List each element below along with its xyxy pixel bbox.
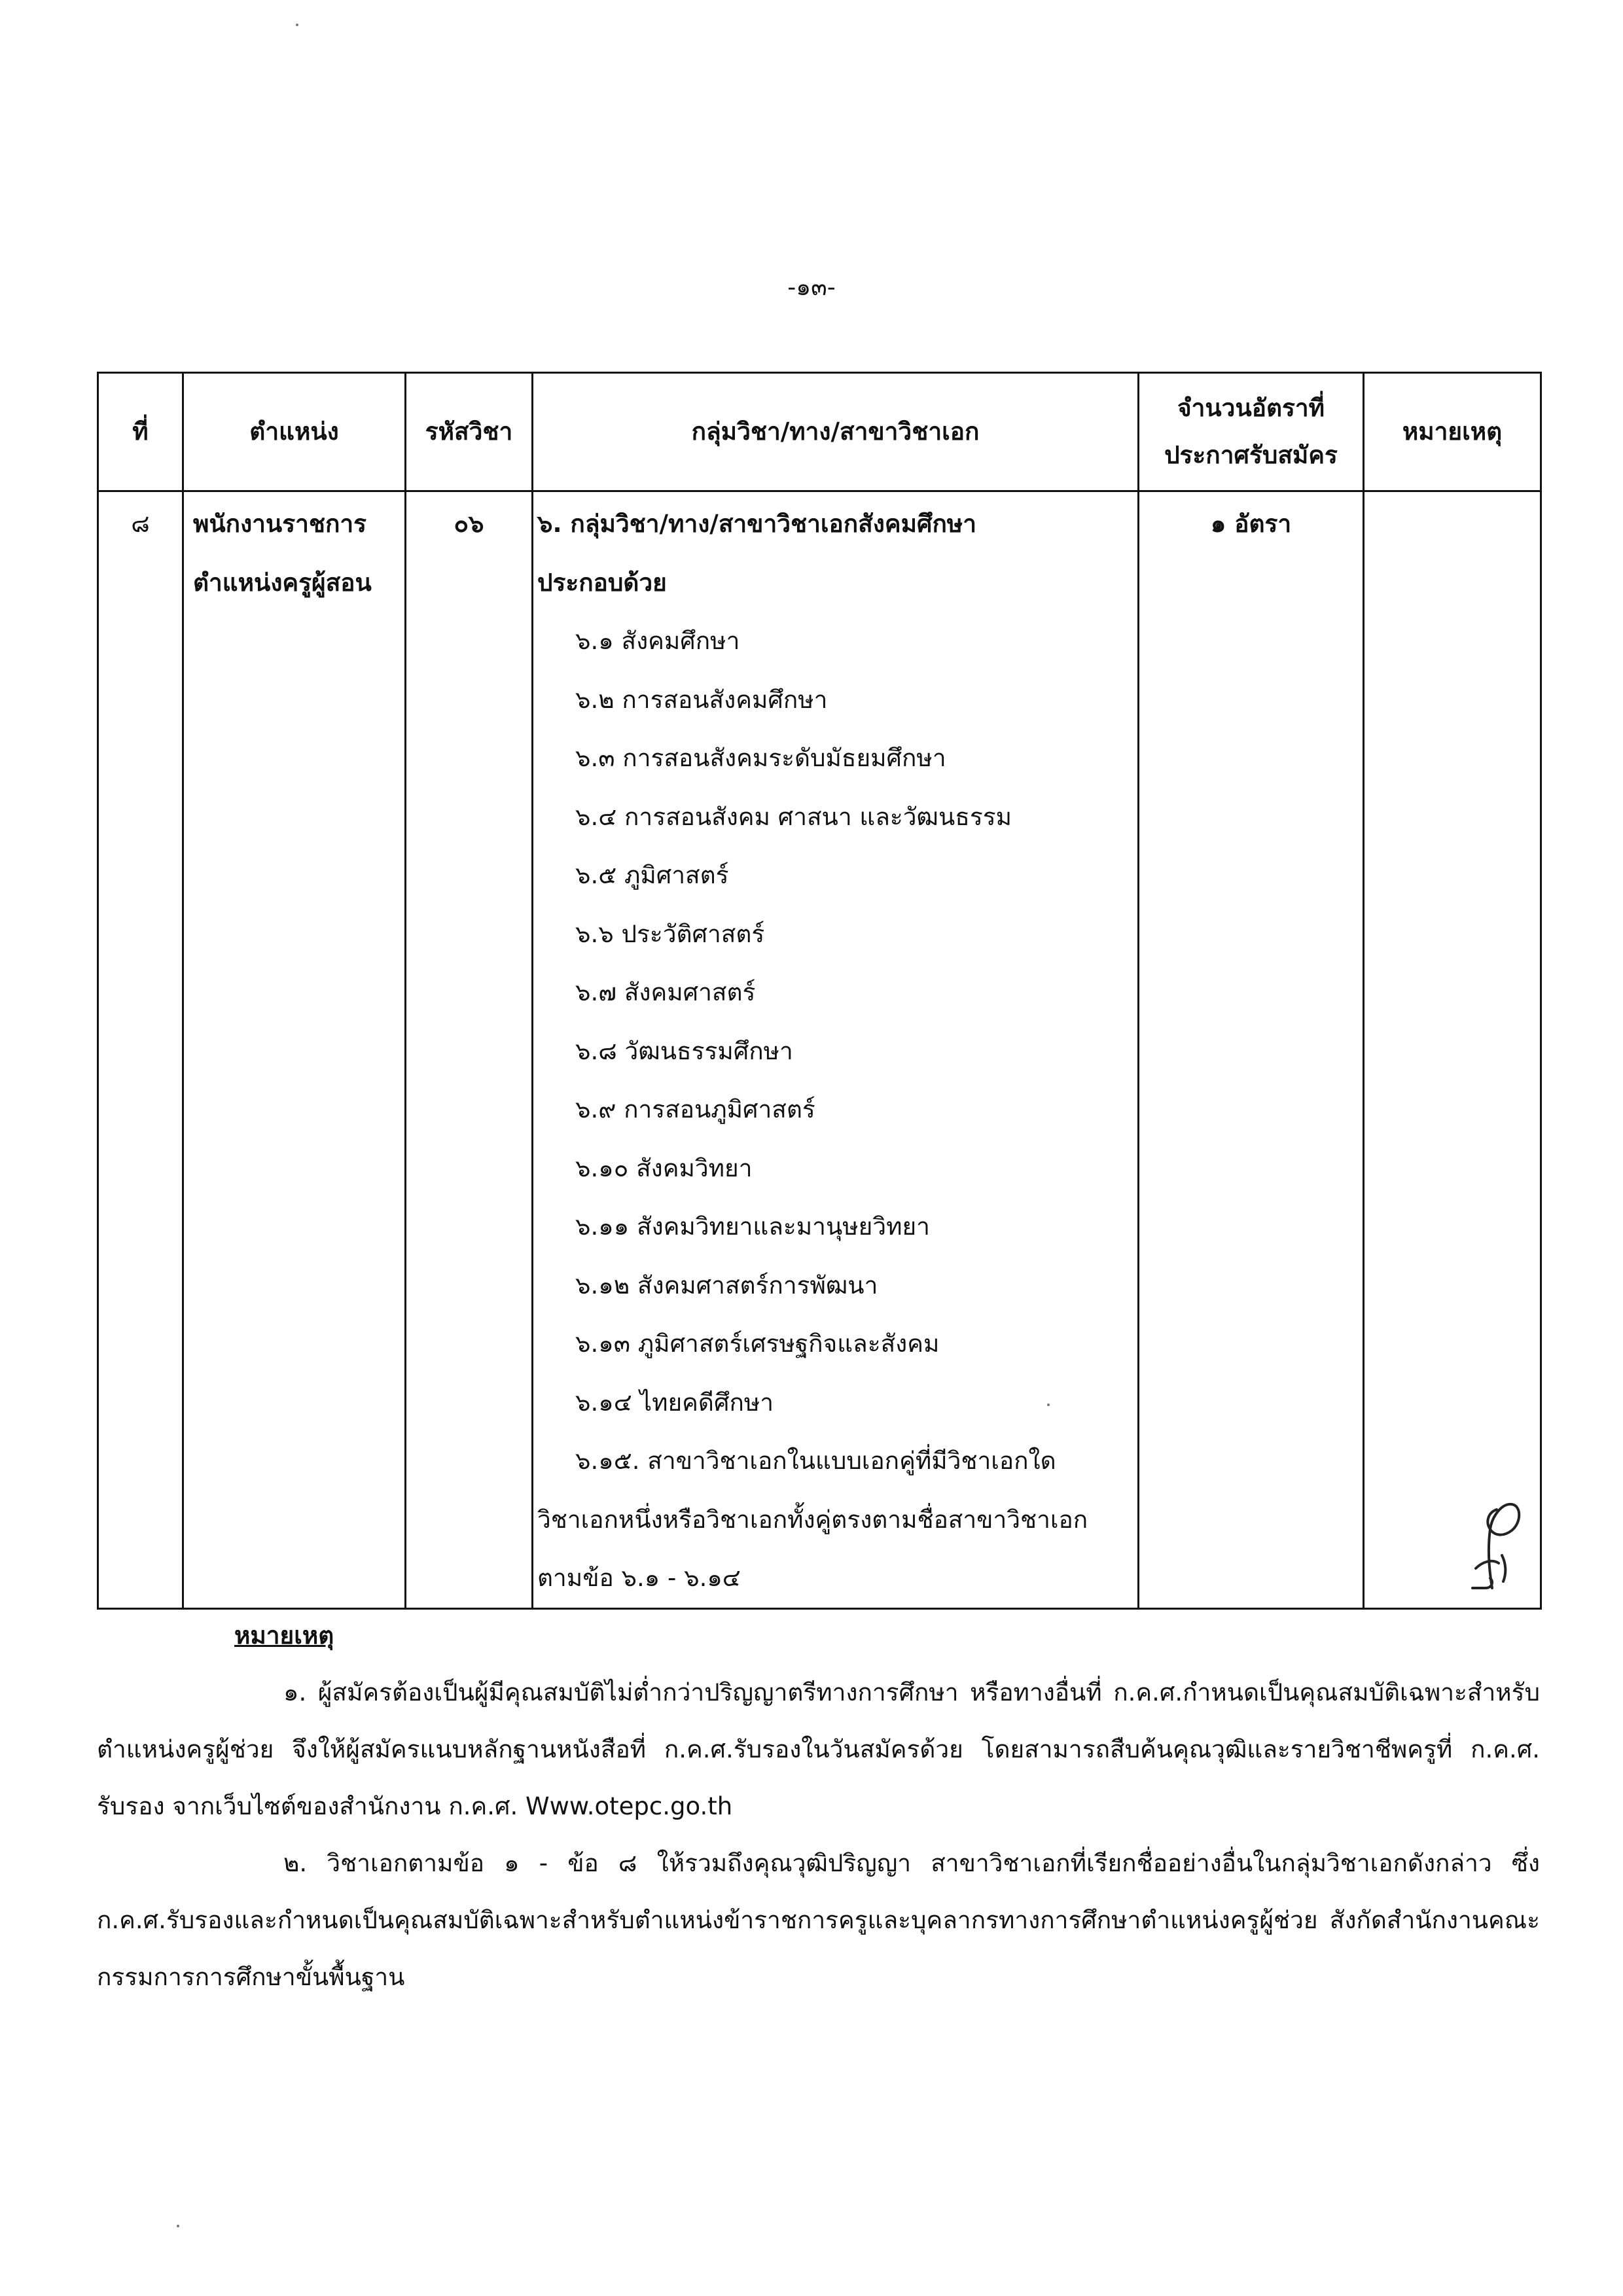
major-item-6-12: ๖.๑๒ สังคมศาสตร์การพัฒนา bbox=[575, 1271, 878, 1299]
scan-speck bbox=[177, 2225, 179, 2227]
scan-speck bbox=[296, 24, 298, 26]
table-row bbox=[98, 491, 1541, 1609]
major-item-6-7: ๖.๗ สังคมศาสตร์ bbox=[575, 978, 756, 1006]
major-wrap-line1: วิชาเอกหนึ่งหรือวิชาเอกทั้งคู่ตรงตามชื่อสาขาวิชาเอก bbox=[537, 1505, 1088, 1534]
remarks-title: หมายเหตุ bbox=[234, 1621, 334, 1650]
major-item-6-10: ๖.๑๐ สังคมวิทยา bbox=[575, 1154, 753, 1182]
major-wrap-line2: ตามข้อ ๖.๑ - ๖.๑๔ bbox=[537, 1564, 741, 1592]
header-no: ที่ bbox=[98, 373, 183, 491]
major-item-6-13: ๖.๑๓ ภูมิศาสตร์เศรษฐกิจและสังคม bbox=[575, 1330, 940, 1358]
header-count-line2: ประกาศรับสมัคร bbox=[1164, 441, 1338, 469]
row-no: ๘ bbox=[98, 491, 183, 1609]
major-heading-line1: ๖. กลุ่มวิชา/ทาง/สาขาวิชาเอกสังคมศึกษา bbox=[537, 510, 977, 538]
remarks-paragraph-2: ๒. วิชาเอกตามข้อ ๑ - ข้อ ๘ ให้รวมถึงคุณวุฒิปริญญา สาขาวิชาเอกที่เรียกชื่ออย่างอื่นในกลุ่มวิชาเอกดังกล่าว ซึ่ง ก.ค.ศ.รับรองและกำหนดเป็นคุณสมบัติเฉพาะสำหรับตำแหน่งข้าราชการครูและบุคลากรทางการศึกษาตำแหน่งครูผู้ช่วย สังกัดสำนักงานคณะกรรมการการศึกษาขั้นพื้นฐาน bbox=[97, 1849, 1540, 1991]
scan-speck bbox=[1047, 1404, 1050, 1406]
major-item-6-14: ๖.๑๔ ไทยคดีศึกษา bbox=[575, 1388, 774, 1417]
row-count: ๑ อัตรา bbox=[1139, 491, 1364, 1609]
row-note bbox=[1364, 491, 1541, 1609]
header-count-line1: จำนวนอัตราที่ bbox=[1177, 394, 1325, 422]
position-table bbox=[97, 372, 1542, 1610]
table-header-row bbox=[98, 373, 1541, 491]
row-position bbox=[183, 491, 406, 1609]
major-item-6-2: ๖.๒ การสอนสังคมศึกษา bbox=[575, 685, 828, 714]
row-code: ๐๖ bbox=[406, 491, 533, 1609]
major-item-6-5: ๖.๕ ภูมิศาสตร์ bbox=[575, 861, 729, 889]
major-item-6-6: ๖.๖ ประวัติศาสตร์ bbox=[575, 919, 765, 948]
row-position-line2: ตำแหน่งครูผู้สอน bbox=[193, 568, 372, 597]
major-item-6-3: ๖.๓ การสอนสังคมระดับมัธยมศึกษา bbox=[575, 744, 946, 772]
major-item-6-1: ๖.๑ สังคมศึกษา bbox=[575, 627, 740, 655]
header-major: กลุ่มวิชา/ทาง/สาขาวิชาเอก bbox=[533, 373, 1139, 491]
header-note: หมายเหตุ bbox=[1364, 373, 1541, 491]
header-count bbox=[1139, 373, 1364, 491]
major-item-6-4: ๖.๔ การสอนสังคม ศาสนา และวัฒนธรรม bbox=[575, 802, 1012, 831]
page-number: -๑๓- bbox=[787, 274, 836, 301]
remarks-section bbox=[97, 1607, 1540, 2005]
major-item-6-9: ๖.๙ การสอนภูมิศาสตร์ bbox=[575, 1095, 815, 1123]
remarks-paragraph-1: ๑. ผู้สมัครต้องเป็นผู้มีคุณสมบัติไม่ต่ำกว่าปริญญาตรีทางการศึกษา หรือทางอื่นที่ ก.ค.ศ.กำหนดเป็นคุณสมบัติเฉพาะสำหรับตำแหน่งครูผู้ช่วย จึงให้ผู้สมัครแนบหลักฐานหนังสือที่ ก.ค.ศ.รับรองในวันสมัครด้วย โดยสามารถสืบค้นคุณวุฒิและรายวิชาชีพครูที่ ก.ค.ศ. รับรอง จากเว็บไซต์ของสำนักงาน ก.ค.ศ. Www.otepc.go.th bbox=[97, 1678, 1540, 1820]
signature-mark bbox=[1456, 1490, 1528, 1601]
row-major bbox=[533, 491, 1139, 1609]
row-position-line1: พนักงานราชการ bbox=[193, 510, 367, 538]
header-code: รหัสวิชา bbox=[406, 373, 533, 491]
major-item-6-8: ๖.๘ วัฒนธรรมศึกษา bbox=[575, 1036, 793, 1065]
major-item-6-15: ๖.๑๕. สาขาวิชาเอกในแบบเอกคู่ที่มีวิชาเอกใด bbox=[575, 1447, 1056, 1475]
major-heading-line2: ประกอบด้วย bbox=[537, 568, 667, 597]
major-item-6-11: ๖.๑๑ สังคมวิทยาและมานุษยวิทยา bbox=[575, 1212, 930, 1241]
header-position: ตำแหน่ง bbox=[183, 373, 406, 491]
